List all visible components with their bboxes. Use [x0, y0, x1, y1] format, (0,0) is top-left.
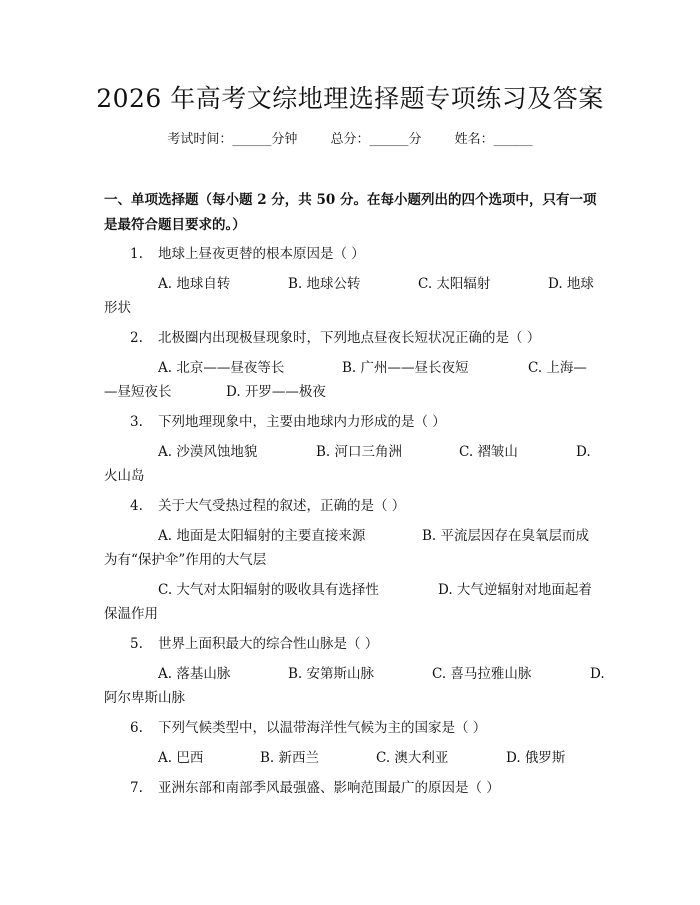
option-b-continued: 为有“保护伞”作用的大气层 [104, 552, 267, 568]
option-d: D. 开罗——极夜 [226, 384, 326, 400]
option-a: A. 落基山脉 [158, 666, 231, 682]
question-1 [104, 242, 600, 266]
question-number: 5. [130, 636, 143, 652]
question-2 [104, 326, 600, 350]
option-a: A. 地面是太阳辐射的主要直接来源 [158, 528, 366, 544]
question-number: 7. [130, 780, 143, 796]
question-text: 关于大气受热过程的叙述，正确的是（ ） [158, 498, 406, 514]
option-b: B. 平流层因存在臭氧层而成 [422, 528, 590, 544]
question-number: 1. [130, 246, 143, 262]
option-c: C. 褶皱山 [459, 444, 518, 460]
option-c: C. 太阳辐射 [418, 276, 491, 292]
question-5-options [104, 662, 605, 710]
section-heading-line2: 是最符合题目要求的。） [104, 217, 246, 233]
option-d: D. 俄罗斯 [506, 750, 566, 766]
option-a: A. 地球自转 [158, 276, 231, 292]
option-b: B. 新西兰 [260, 750, 320, 766]
option-d-continued: 保温作用 [104, 606, 158, 622]
option-c-continued: —昼短夜长 [104, 384, 172, 400]
option-c: C. 大气对太阳辐射的吸收具有选择性 [158, 582, 379, 598]
question-number: 4. [130, 498, 143, 514]
question-4-options-cd [104, 578, 600, 626]
option-b: B. 地球公转 [288, 276, 361, 292]
question-3-options [104, 440, 600, 488]
option-a: A. 北京——昼夜等长 [158, 360, 285, 376]
question-6 [104, 716, 600, 740]
option-a: A. 沙漠风蚀地貌 [158, 444, 258, 460]
option-b: B. 安第斯山脉 [288, 666, 375, 682]
question-text: 北极圈内出现极昼现象时，下列地点昼夜长短状况正确的是（ ） [158, 330, 541, 346]
question-2-options [104, 356, 600, 404]
section-heading [104, 188, 600, 238]
exam-info-line [0, 130, 700, 150]
option-d: D. 大气逆辐射对地面起着 [438, 582, 592, 598]
option-a: A. 巴西 [158, 750, 204, 766]
question-4-options [104, 524, 600, 572]
question-number: 2. [130, 330, 143, 346]
total-score-field: 总分：______分 [330, 132, 422, 147]
option-d: D. [576, 444, 591, 460]
page-title: 2026 年高考文综地理选择题专项练习及答案 [96, 84, 604, 113]
option-d-continued: 阿尔卑斯山脉 [104, 690, 185, 706]
question-text: 世界上面积最大的综合性山脉是（ ） [158, 636, 379, 652]
question-number: 6. [130, 720, 143, 736]
question-5 [104, 632, 600, 656]
question-1-options [104, 272, 600, 320]
question-number: 3. [130, 414, 143, 430]
question-7 [104, 776, 600, 800]
option-d-continued: 形状 [104, 300, 131, 316]
option-d: D. [590, 666, 605, 682]
question-4 [104, 494, 600, 518]
question-3 [104, 410, 600, 434]
question-6-options [104, 746, 600, 770]
question-text: 下列气候类型中，以温带海洋性气候为主的国家是（ ） [158, 720, 487, 736]
question-text: 亚洲东部和南部季风最强盛、影响范围最广的原因是（ ） [158, 780, 500, 796]
section-heading-line1: 一、单项选择题（每小题 2 分，共 50 分。在每小题列出的四个选项中，只有一项 [104, 192, 597, 208]
exam-time-field: 考试时间：______分钟 [167, 132, 298, 147]
option-b: B. 广州——昼长夜短 [342, 360, 469, 376]
question-text: 下列地理现象中，主要由地球内力形成的是（ ） [158, 414, 446, 430]
option-b: B. 河口三角洲 [316, 444, 403, 460]
question-text: 地球上昼夜更替的根本原因是（ ） [158, 246, 365, 262]
option-d: D. 地球 [548, 276, 594, 292]
option-c: C. 喜马拉雅山脉 [432, 666, 532, 682]
option-d-continued: 火山岛 [104, 468, 145, 484]
option-c: C. 澳大利亚 [376, 750, 449, 766]
student-name-field: 姓名：______ [454, 132, 533, 147]
option-c: C. 上海— [528, 360, 587, 376]
